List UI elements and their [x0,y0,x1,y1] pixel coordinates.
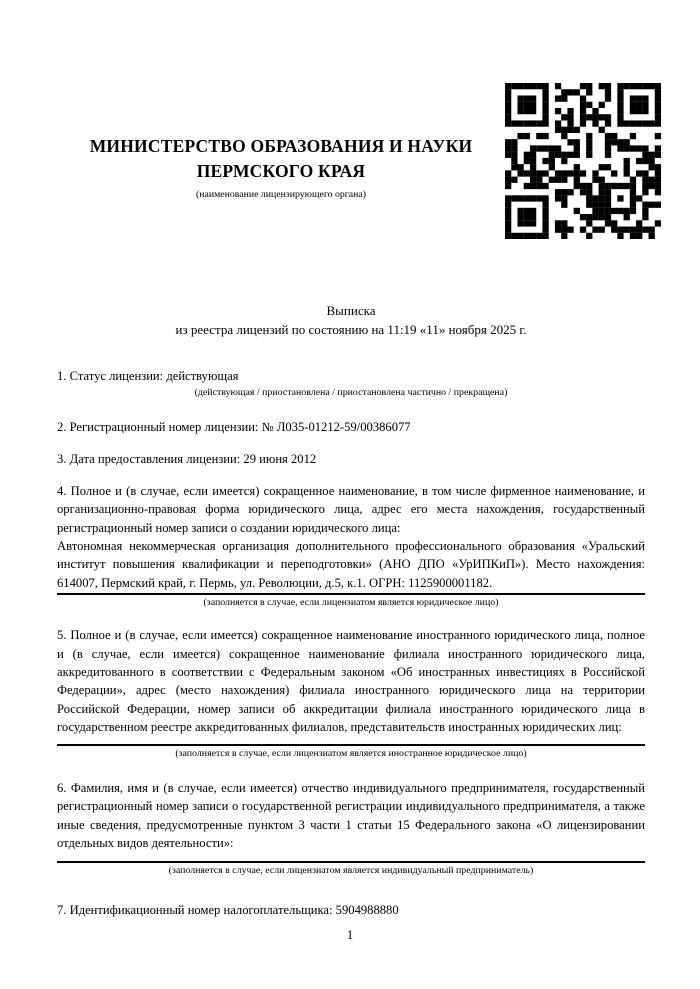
document-title-line1: Выписка [326,303,376,318]
item-5-fill-line [57,744,645,746]
item-1-caption: (действующая / приостановлена / приостановлена частично / прекращена) [194,387,508,398]
item-6-question: 6. Фамилия, имя и (в случае, если имеется) отчество индивидуального предпринимателя, государственный регистрационный номер записи о государственной регистрации индивидуального предпринимателя, а также иные сведения, предусмотренные пунктом 3 части 1 статьи 15 Федерального закона «О лицензировании отдельных видов деятельности»: [57,780,645,850]
item-1-license-status: 1. Статус лицензии: действующая [57,368,239,383]
item-2-registration-number: 2. Регистрационный номер лицензии: № Л035-01212-59/00386077 [57,420,411,434]
item-4-fill-line [57,593,645,595]
page-number: 1 [346,928,354,942]
item-7-taxpayer-id: 7. Идентификационный номер налогоплательщика: 5904988880 [57,903,399,918]
licensing-authority-name [57,134,505,184]
item-4-answer: Автономная некоммерческая организация дополнительного профессионального образования «Уральский институт повышения квалификации и переподготовки» (АНО ДПО «УрИПКиП»). Место нахождения: 614007, Пермский край, г. Пермь, ул. Революции, д.5, к.1. ОГРН: 1125900001182. [57,539,645,590]
licensing-authority-line1: МИНИСТЕРСТВО ОБРАЗОВАНИЯ И НАУКИ [89,136,473,156]
item-4-question: 4. Полное и (в случае, если имеется) сокращенное наименование, в том числе фирменное наименование, и организационно-правовая форма юридического лица, адрес его места нахождения, государственный регистрационный номер записи о создании юридического лица: [57,483,645,535]
item-5-question: 5. Полное и (в случае, если имеется) сокращенное наименование иностранного юридического лица, полное и (в случае, если имеется) сокращенное наименование филиала иностранного юридического лица, аккредитованного в соответствии с Федеральным законом «Об иностранных инвестициях в Российской Федерации», адрес (место нахождения) филиала иностранного юридического лица на территории Российской Федерации, номер записи об аккредитации филиала иностранного юридического лица в государственном реестре аккредитованных филиалов, представительств иностранных юридических лиц: [57,628,645,735]
item-3-license-date: 3. Дата предоставления лицензии: 29 июня 2012 [57,452,317,467]
item-5-caption: (заполняется в случае, если лицензиатом является иностранное юридическое лицо) [175,747,527,759]
document-title-line2: из реестра лицензий по состоянию на 11:19 «11» ноября 2025 г. [175,321,527,337]
licensing-authority-line2: ПЕРМСКОГО КРАЯ [196,161,366,181]
item-4-caption: (заполняется в случае, если лицензиатом является юридическое лицо) [203,597,499,609]
document-content [57,0,645,920]
item-6-caption: (заполняется в случае, если лицензиатом является индивидуальный предприниматель) [168,865,534,877]
licensing-authority-caption: (наименование лицензирующего органа) [195,189,366,200]
item-6-fill-line [57,861,645,863]
document-title [57,302,645,340]
